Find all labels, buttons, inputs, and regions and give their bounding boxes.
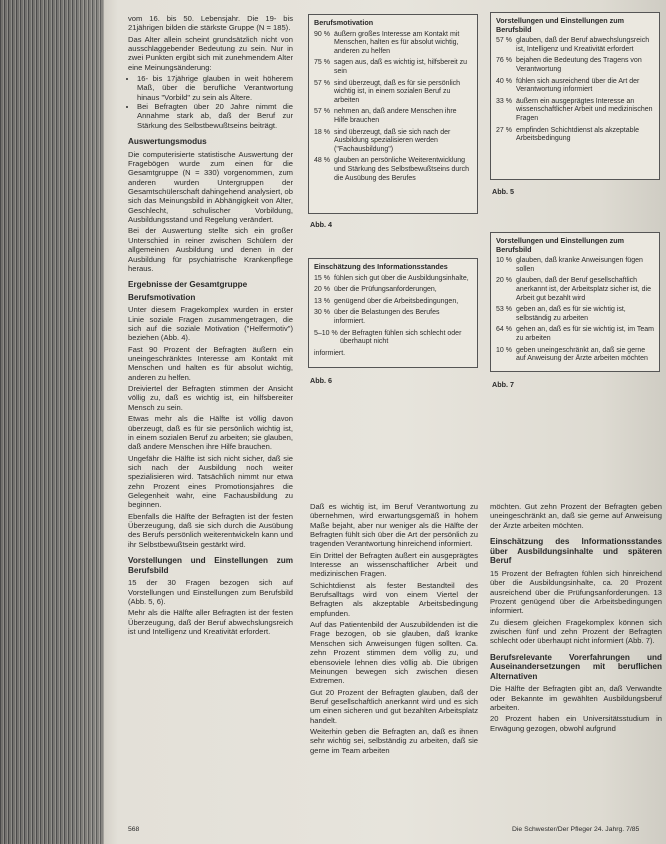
paragraph: Dreiviertel der Befragten stimmen der Ansicht völlig zu, daß es wichtig ist, ein hilfsbereiter Mensch zu sein. — [128, 384, 293, 412]
paragraph: Gut 20 Prozent der Befragten glauben, daß der Beruf gesellschaftlich anerkannt wird und es sich um einen sicheren und gut bezahlten Arbeitsplatz handelt. — [310, 687, 478, 725]
row-text: fühlen sich ausreichend über die Art der Verantwortung informiert — [516, 77, 640, 94]
row-text: glauben an persönliche Weiterentwicklung und Stärkung des Selbstbewußtseins durch die Ausübung des Berufes — [334, 157, 470, 182]
paragraph: vom 16. bis 50. Lebensjahr. Die 19- bis 21jährigen bilden die stärkste Gruppe (N = 185). — [128, 14, 293, 33]
row-text: glauben, daß der Beruf gesellschaftlich anerkannt ist, der Arbeitsplatz sicher ist, die Arbeit gut bezahlt wird — [516, 277, 652, 302]
table-row — [496, 57, 654, 74]
list-item: • 16- bis 17jährige glauben in weit höherem Maß, über die berufliche Verantwortung hinaus "Vorbild" zu sein als Ältere. — [137, 74, 293, 102]
row-text: bejahen die Bedeutung des Tragens von Verantwortung — [516, 57, 642, 73]
figure-caption: Abb. 4 — [310, 220, 332, 229]
percent-value: 10 % — [496, 346, 512, 354]
paragraph: Daß es wichtig ist, im Beruf Verantwortung zu übernehmen, wird erwartungsgemäß in hohem Maße bejaht, aber nur weniger als die Hälfte der Befragten fühlt sich über die Art der persönlich zu tragenden Verantwortung hinreichend informiert. — [310, 502, 478, 549]
figure-box-vorstellungen-1 — [490, 12, 660, 180]
table-row — [496, 98, 654, 124]
percent-value: 18 % — [314, 128, 330, 136]
paragraph: Ebenfalls die Hälfte der Befragten ist der festen Überzeugung, daß sie sich durch die Ausübung des Berufs persönlich weiterentwickeln kann und ihr Selbstbewußtsein gestärkt wird. — [128, 511, 293, 549]
paragraph: Mehr als die Hälfte aller Befragten ist der festen Überzeugung, daß der Beruf abwechslungsreich ist und Intelligenz und Kreativität erfordert. — [128, 608, 293, 636]
figure-box-vorstellungen-2 — [490, 232, 660, 372]
table-row — [496, 347, 654, 364]
table-row — [496, 37, 654, 54]
table-row — [314, 59, 472, 76]
row-text: fühlen sich gut über die Ausbildungsinhalte, — [334, 274, 469, 282]
percent-value: 33 % — [496, 97, 512, 105]
text-column-right — [490, 502, 662, 735]
row-text: glauben, daß kranke Anweisungen fügen sollen — [516, 257, 643, 273]
figure-title: Berufsmotivation — [314, 18, 374, 27]
list-item: • Bei Befragten über 20 Jahre nimmt die Annahme stark ab, daß der Beruf zur Stärkung des Selbstbewußtseins beiträgt. — [137, 102, 293, 130]
percent-value: 30 % — [314, 309, 330, 317]
text-column-left — [128, 14, 293, 638]
table-row — [496, 277, 654, 303]
section-heading: Einschätzung des Informationsstandes über Ausbildungsinhalte und späteren Beruf — [490, 537, 662, 566]
percent-value: 57 % — [314, 108, 330, 116]
paragraph: Zu diesem gleichen Fragekomplex können sich zwischen fünf und zehn Prozent der Befragten schlecht oder überhaupt nicht informiert (Abb. 7). — [490, 617, 662, 646]
table-row — [314, 157, 472, 183]
figure-box-berufsmotivation — [308, 14, 478, 214]
row-text: äußern großes Interesse am Kontakt mit Menschen, halten es für absolut wichtig, anderen zu helfen — [334, 30, 460, 55]
table-row — [314, 275, 472, 284]
percent-value: 48 % — [314, 157, 330, 165]
journal-footer: Die Schwester/Der Pfleger 24. Jahrg. 7/85 — [512, 826, 640, 833]
percent-value: 57 % — [314, 79, 330, 87]
row-text: gehen an, daß es für sie wichtig ist, im Team zu arbeiten — [516, 326, 654, 342]
section-heading: Auswertungsmodus — [128, 137, 207, 147]
percent-value: 40 % — [496, 77, 512, 85]
row-text: über die Prüfungsanforderungen, — [334, 286, 437, 294]
table-row — [314, 108, 472, 125]
percent-value: 76 % — [496, 57, 512, 65]
paragraph: Die Hälfte der Befragten gibt an, daß Verwandte oder Bekannte im gewählten Ausbildungsberuf arbeiten. — [490, 684, 662, 713]
subsection-heading: Berufsmotivation — [128, 292, 196, 302]
table-row — [496, 257, 654, 274]
percent-value: 20 % — [314, 286, 330, 294]
figure-title: Vorstellungen und Einstellungen zum Berufsbild — [496, 236, 625, 254]
table-row — [496, 306, 654, 323]
row-text: sind überzeugt, daß es für sie persönlich wichtig ist, in einem sozialen Beruf zu arbeiten — [334, 79, 461, 104]
figure-caption: Abb. 7 — [492, 380, 514, 389]
paragraph: Das Alter allein scheint grundsätzlich nicht von ausschlaggebender Bedeutung zu sein. Nur in zwei Punkten ergibt sich mit zunehmendem Alter eine Meinungsänderung: — [128, 34, 293, 72]
section-heading: Berufsrelevante Vorerfahrungen und Auseinandersetzungen mit beruflichen Alternativen — [490, 652, 662, 681]
table-row — [496, 78, 654, 95]
paragraph: Auf das Patientenbild der Auszubildenden ist die Frage bezogen, ob sie glauben, daß kranke Menschen sich Anweisungen fügen sollten. Ca. zehn Prozent stimmen dem völlig zu, und ebensoviele lehnen dies völlig ab. Die übrigen Meinungen bewegen sich zwischen diesen Extremen. — [310, 620, 478, 686]
table-row — [314, 31, 472, 57]
figure-caption: Abb. 6 — [310, 376, 332, 385]
section-heading: Ergebnisse der Gesamtgruppe — [128, 280, 248, 290]
figure-caption: Abb. 5 — [492, 187, 514, 196]
paragraph: Schichtdienst als fester Bestandteil des Berufsalltags wird von einem Viertel der Befragten als akzeptable Arbeitsbedingung empfunden. — [310, 580, 478, 618]
paragraph: Bei der Auswertung stellte sich ein großer Unterschied in reiner zwischen Schülern der allgemeinen Ausbildung und denen in der Ausbildung für psychiatrische Krankenpflege heraus. — [128, 226, 293, 273]
paragraph: 20 Prozent haben ein Universitätsstudium in Erwägung gezogen, obwohl aufgrund — [490, 714, 662, 733]
percent-value: 20 % — [496, 277, 512, 285]
percent-value: 53 % — [496, 306, 512, 314]
table-row — [496, 127, 654, 144]
percent-value: 27 % — [496, 126, 512, 134]
percent-value: 10 % — [496, 257, 512, 265]
bullet-list — [128, 74, 293, 130]
section-heading: Vorstellungen und Einstellungen zum Berufsbild — [128, 555, 293, 575]
figure-title: Einschätzung des Informationsstandes — [314, 262, 448, 271]
paragraph: 15 Prozent der Befragten fühlen sich hinreichend über die Ausbildungsinhalte, ca. 20 Prozent ausreichend über die Prüfungsanforderungen. 13 Prozent genügend über die Arbeitsbedingungen informiert. — [490, 568, 662, 616]
row-text: genügend über die Arbeitsbedingungen, — [334, 297, 459, 305]
paragraph: möchten. Gut zehn Prozent der Befragten geben uneingeschränkt an, daß sie gerne auf Anweisung der Ärzte arbeiten möchten. — [490, 502, 662, 530]
page-number: 568 — [128, 826, 140, 833]
paragraph: Ungefähr die Hälfte ist sich nicht sicher, daß sie sich nach der Ausbildung noch weiter spezialisieren wird. Tatsächlich nimmt nur etwa zehn Prozent eines Promotionsjahres die Gelegenheit wahr, eine Fachausbildung zu beginnen. — [128, 453, 293, 510]
table-row — [314, 80, 472, 106]
figure-box-informationsstand — [308, 258, 478, 368]
row-text: nehmen an, daß andere Menschen ihre Hilfe brauchen — [334, 108, 457, 124]
book-binding-edge — [0, 0, 104, 844]
percent-value: 57 % — [496, 37, 512, 45]
table-row — [314, 298, 472, 307]
table-row — [496, 326, 654, 343]
row-text: sagen aus, daß es wichtig ist, hilfsbereit zu sein — [334, 59, 468, 75]
figure-footnote: informiert. — [314, 349, 346, 357]
row-text: empfinden Schichtdienst als akzeptable Arbeitsbedingung — [516, 126, 639, 143]
percent-value: 5–10 % — [314, 329, 338, 337]
table-row — [314, 129, 472, 155]
row-text: über die Belastungen des Berufes informiert. — [334, 309, 440, 325]
row-text: sind überzeugt, daß sie sich nach der Ausbildung spezialisieren werden ("Fachausbildung") — [334, 128, 451, 153]
table-row — [314, 286, 472, 295]
paragraph: Ein Drittel der Befragten äußert ein ausgeprägtes Interesse an wissenschaftlicher Arbeit und medizinischen Fragen. — [310, 550, 478, 579]
table-row — [314, 330, 472, 347]
percent-value: 90 % — [314, 30, 330, 38]
figure-title: Vorstellungen und Einstellungen zum Berufsbild — [496, 16, 625, 34]
percent-value: 64 % — [496, 326, 512, 334]
paragraph: Fast 90 Prozent der Befragten äußern ein uneingeschränktes Interesse am Kontakt mit Menschen und halten es für absolut wichtig, anderen zu helfen. — [128, 344, 293, 382]
percent-value: 13 % — [314, 297, 330, 305]
paragraph: Die computerisierte statistische Auswertung der Fragebögen wurde zum einen für die Gesamtgruppe (N = 330) vorgenommen, zum anderen wurden Untergruppen der Gesamtschülerschaft dahingehend analysiert, ob sich das Meinungsbild in Abhängigkeit von Alter, Geschlecht, schulischer Vorbildung, Ausbildungsstand und Regelung verändert. — [128, 149, 293, 225]
percent-value: 75 % — [314, 59, 330, 67]
row-text: glauben, daß der Beruf abwechslungsreich ist, Intelligenz und Kreativität erfordert — [516, 37, 650, 53]
table-row — [314, 309, 472, 326]
row-text: der Befragten fühlen sich schlecht oder überhaupt nicht — [340, 329, 462, 346]
text-column-middle — [310, 502, 478, 757]
row-text: äußern ein ausgeprägtes Interesse an wissenschaftlicher Arbeit und medizinischen Fragen — [516, 97, 653, 122]
percent-value: 15 % — [314, 274, 330, 282]
paragraph: Etwas mehr als die Hälfte ist völlig davon überzeugt, daß es für sie persönlich wichtig ist, in einem sozialen Beruf zu arbeiten; sie glauben, daß andere Menschen ihre Hilfe brauchen. — [128, 414, 293, 452]
paragraph: 15 der 30 Fragen bezogen sich auf Vorstellungen und Einstellungen zum Berufsbild (Abb. 5, 6). — [128, 578, 293, 606]
row-text: geben an, daß es für sie wichtig ist, selbständig zu arbeiten — [516, 306, 626, 322]
paragraph: Unter diesem Fragekomplex wurden in erster Linie soziale Fragen zusammengetragen, die sich auf die soziale Motivation ("Helfermotiv") beziehen (Abb. 4). — [128, 305, 293, 343]
row-text: geben uneingeschränkt an, daß sie gerne auf Anweisung der Ärzte arbeiten möchten — [516, 346, 648, 363]
paragraph: Weiterhin geben die Befragten an, daß es ihnen sehr wichtig sei, selbständig zu arbeiten, daß sie gerne im Team arbeiten — [310, 726, 478, 755]
